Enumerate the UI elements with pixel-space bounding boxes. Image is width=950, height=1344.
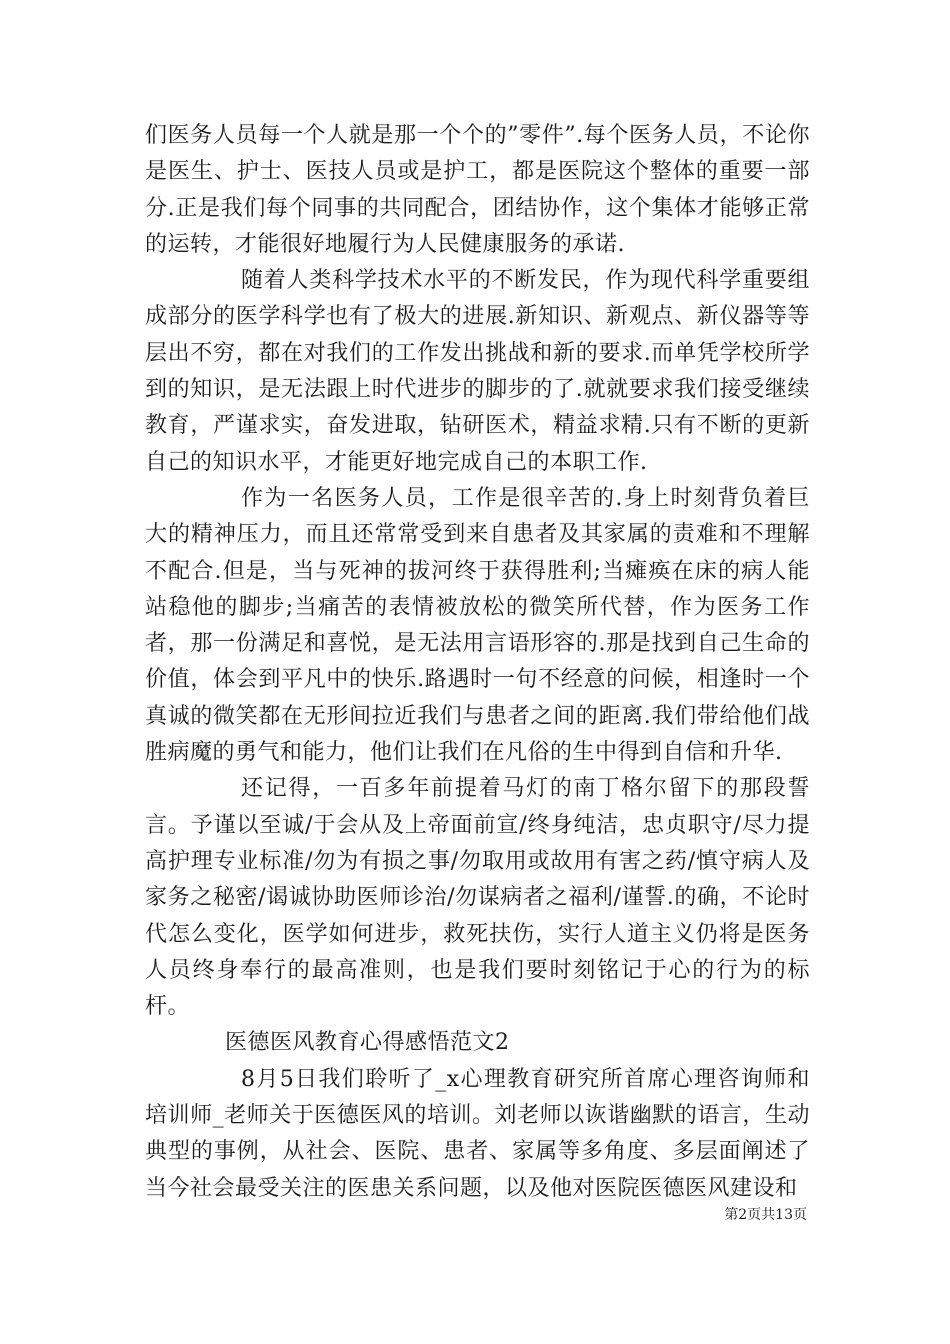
paragraph-science-progress: 随着人类科学技术水平的不断发民，作为现代科学重要组成部分的医学科学也有了极大的进展.新知识、新观点、新仪器等等层出不穷，都在对我们的工作发出挑战和新的要求.而单凭学校所学到的知识，是无法跟上时代进步的脚步的了.就就要求我们接受继续教育，严谨求实，奋发进取，钻研医术，精益求精.只有不断的更新自己的知识水平，才能更好地完成自己的本职工作. xyxy=(145,268,810,475)
document-body xyxy=(145,118,810,1207)
paragraph-nightingale-pledge: 还记得，一百多年前提着马灯的南丁格尔留下的那段誓言。予谨以至诚/于会从及上帝面前宣/终身纯洁，忠贞职守/尽力提高护理专业标准/勿为有损之事/勿取用或故用有害之药/慎守病人及家务之秘密/谒诚协助医师诊治/勿谋病者之福利/谨誓.的确，不论时代怎么变化，医学如何进步，救死扶伤，实行人道主义仍将是医务人员终身奉行的最高准则，也是我们要时刻铭记于心的行为的标杆。 xyxy=(145,776,810,1020)
section-heading: 医德医风教育心得感悟范文2 xyxy=(225,1030,510,1056)
paragraph-continuation: 们医务人员每一个人就是那一个个的”零件”.每个医务人员，不论你是医生、护士、医技人员或是护工，都是医院这个整体的重要一部分.正是我们每个同事的共同配合，团结协作，这个集体才能够正常的运转，才能很好地履行为人民健康服务的承诺. xyxy=(145,123,810,257)
paragraph-training: 8月5日我们聆听了_x心理教育研究所首席心理咨询师和培训师_老师关于医德医风的培训。刘老师以诙谐幽默的语言，生动典型的事例，从社会、医院、患者、家属等多角度、多层面阐述了当今社会最受关注的医患关系问题，以及他对医院医德医风建设和 xyxy=(145,1066,810,1201)
page-number-footer: 第2页共13页 xyxy=(724,1207,807,1223)
paragraph-medical-work: 作为一名医务人员，工作是很辛苦的.身上时刻背负着巨大的精神压力，而且还常常受到来自患者及其家属的责难和不理解不配合.但是，当与死神的拔河终于获得胜利;当瘫痪在床的病人能站稳他的脚步;当痛苦的表情被放松的微笑所代替，作为医务工作者，那一份满足和喜悦，是无法用言语形容的.那是找到自己生命的价值，体会到平凡中的快乐.路遇时一句不经意的问候，相逢时一个真诚的微笑都在无形间拉近我们与患者之间的距离.我们带给他们战胜病魔的勇气和能力，他们让我们在凡俗的生中得到自信和升华. xyxy=(145,485,810,766)
